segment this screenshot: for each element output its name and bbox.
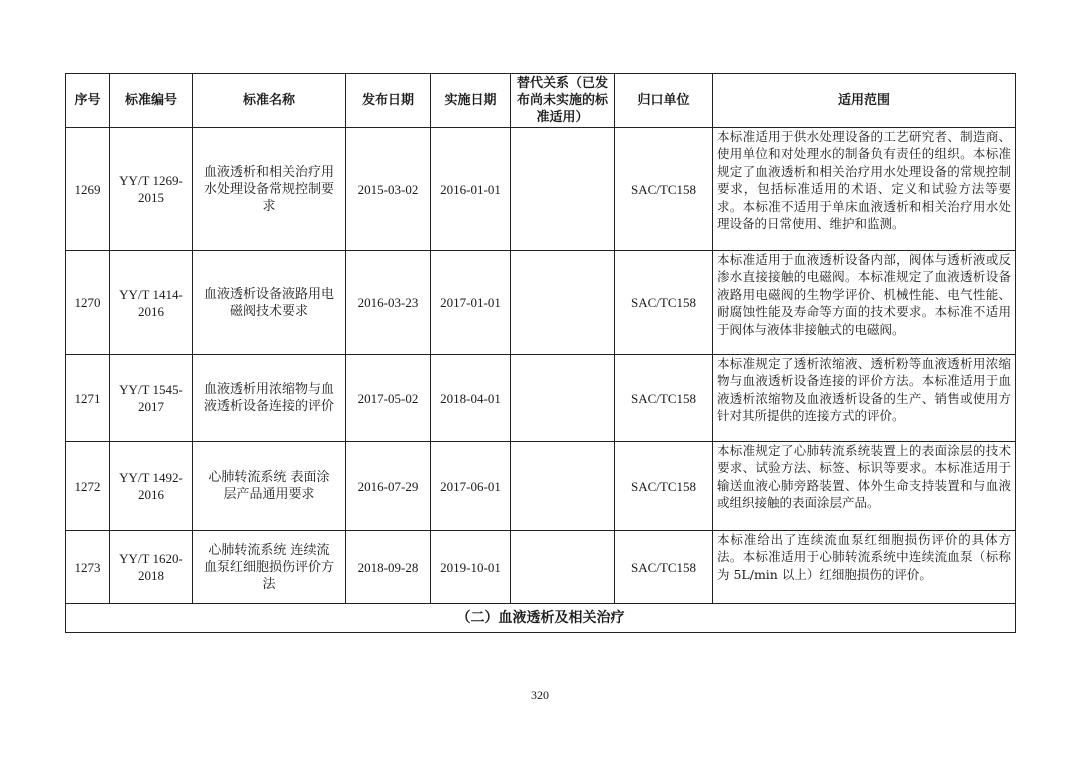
table-row — [66, 128, 1016, 251]
cell-replacement — [511, 128, 615, 251]
cell-publish-date: 2018-09-28 — [346, 531, 431, 604]
cell-scope: 本标准适用于供水处理设备的工艺研究者、制造商、使用单位和对处理水的制备负有责任的组织。本标准规定了血液透析和相关治疗用水处理设备的常规控制要求，包括标准适用的术语、定义和试验方法等要求。本标准不适用于单床血液透析和相关治疗用水处理设备的日常使用、维护和监测。 — [713, 128, 1016, 251]
cell-replacement — [511, 442, 615, 531]
header-unit: 归口单位 — [615, 74, 713, 128]
cell-unit: SAC/TC158 — [615, 251, 713, 355]
cell-scope: 本标准给出了连续流血泵红细胞损伤评价的具体方法。本标准适用于心肺转流系统中连续流血泵（标称为 5L/min 以上）红细胞损伤的评价。 — [713, 531, 1016, 604]
header-seq: 序号 — [66, 74, 110, 128]
header-publish-date: 发布日期 — [346, 74, 431, 128]
page-number: 320 — [531, 688, 549, 702]
cell-replacement — [511, 531, 615, 604]
cell-name: 心肺转流系统 连续流血泵红细胞损伤评价方法 — [193, 531, 346, 604]
cell-scope: 本标准规定了心肺转流系统装置上的表面涂层的技术要求、试验方法、标签、标识等要求。本标准适用于输送血液心肺旁路装置、体外生命支持装置和与血液或组织接触的表面涂层产品。 — [713, 442, 1016, 531]
cell-unit: SAC/TC158 — [615, 442, 713, 531]
cell-name: 心肺转流系统 表面涂层产品通用要求 — [193, 442, 346, 531]
cell-code: YY/T 1269-2015 — [110, 128, 193, 251]
cell-name: 血液透析设备液路用电磁阀技术要求 — [193, 251, 346, 355]
cell-scope: 本标准规定了透析浓缩液、透析粉等血液透析用浓缩物与血液透析设备连接的评价方法。本标准适用于血液透析浓缩物及血液透析设备的生产、销售或使用方针对其所提供的连接方式的评价。 — [713, 355, 1016, 442]
cell-implement-date: 2018-04-01 — [431, 355, 511, 442]
cell-seq: 1270 — [66, 251, 110, 355]
cell-code: YY/T 1545-2017 — [110, 355, 193, 442]
cell-seq: 1271 — [66, 355, 110, 442]
cell-implement-date: 2017-06-01 — [431, 442, 511, 531]
header-name: 标准名称 — [193, 74, 346, 128]
cell-seq: 1272 — [66, 442, 110, 531]
cell-publish-date: 2016-03-23 — [346, 251, 431, 355]
cell-unit: SAC/TC158 — [615, 531, 713, 604]
header-row — [66, 74, 1016, 128]
cell-scope: 本标准适用于血液透析设备内部，阀体与透析液或反渗水直接接触的电磁阀。本标准规定了血液透析设备液路用电磁阀的生物学评价、机械性能、电气性能、耐腐蚀性能及寿命等方面的技术要求。本标准不适用于阀体与液体非接触式的电磁阀。 — [713, 251, 1016, 355]
cell-name: 血液透析用浓缩物与血液透析设备连接的评价 — [193, 355, 346, 442]
cell-code: YY/T 1620-2018 — [110, 531, 193, 604]
cell-publish-date: 2017-05-02 — [346, 355, 431, 442]
cell-seq: 1269 — [66, 128, 110, 251]
cell-implement-date: 2017-01-01 — [431, 251, 511, 355]
cell-publish-date: 2016-07-29 — [346, 442, 431, 531]
section-row — [66, 604, 1016, 633]
header-replacement: 替代关系（已发布尚未实施的标准适用） — [511, 74, 615, 128]
cell-publish-date: 2015-03-02 — [346, 128, 431, 251]
cell-name: 血液透析和相关治疗用水处理设备常规控制要求 — [193, 128, 346, 251]
table-row — [66, 442, 1016, 531]
cell-unit: SAC/TC158 — [615, 355, 713, 442]
cell-unit: SAC/TC158 — [615, 128, 713, 251]
cell-replacement — [511, 251, 615, 355]
header-scope: 适用范围 — [713, 74, 1016, 128]
table-row — [66, 355, 1016, 442]
standards-table — [65, 73, 1016, 633]
cell-replacement — [511, 355, 615, 442]
cell-seq: 1273 — [66, 531, 110, 604]
cell-implement-date: 2019-10-01 — [431, 531, 511, 604]
table-row — [66, 531, 1016, 604]
header-code: 标准编号 — [110, 74, 193, 128]
header-implement-date: 实施日期 — [431, 74, 511, 128]
section-title: （二）血液透析及相关治疗 — [66, 604, 1016, 633]
cell-code: YY/T 1492-2016 — [110, 442, 193, 531]
table-row — [66, 251, 1016, 355]
cell-code: YY/T 1414-2016 — [110, 251, 193, 355]
cell-implement-date: 2016-01-01 — [431, 128, 511, 251]
